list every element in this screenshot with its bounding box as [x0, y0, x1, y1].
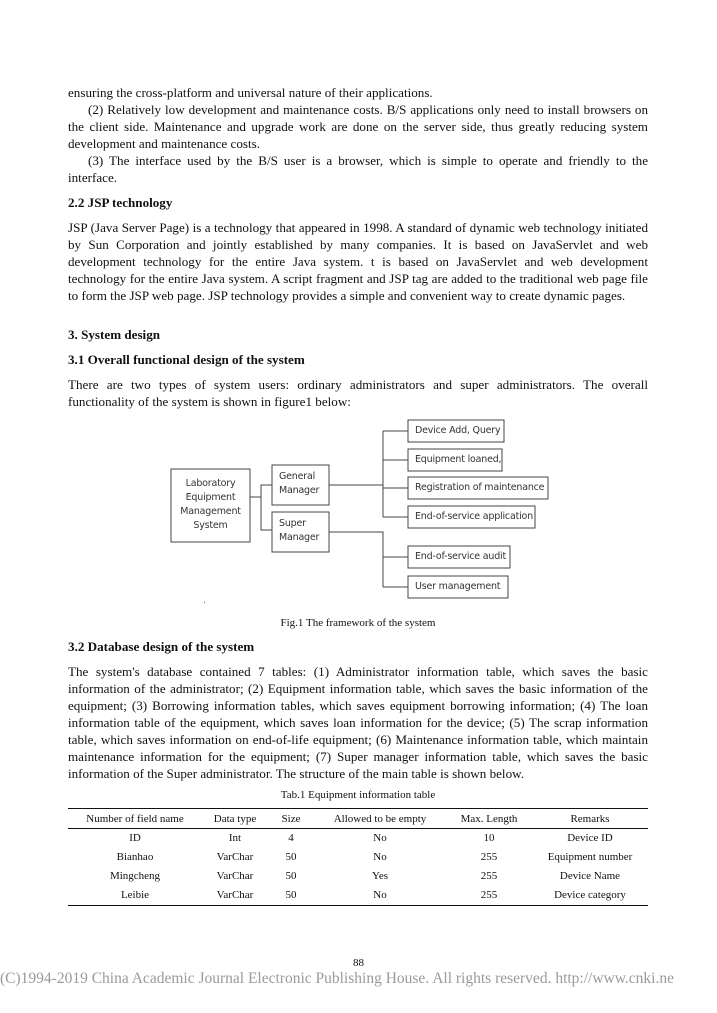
- table-cell: 255: [480, 851, 498, 863]
- super-connector: [329, 532, 408, 587]
- table-header: Max. Length: [446, 809, 532, 829]
- item-end-of-service-audit: End-of-service audit: [415, 551, 507, 562]
- table-cell: 255: [480, 889, 498, 901]
- copyright-watermark: (C)1994-2019 China Academic Journal Electronic Publishing House. All rights reserved. http://www.cnki.ne: [0, 970, 674, 987]
- table-cell: VarChar: [216, 870, 254, 882]
- table-cell: 50: [285, 889, 297, 901]
- table-cell: Bianhao: [116, 851, 154, 863]
- table-cell: ID: [129, 832, 141, 844]
- table-header: Remarks: [532, 809, 648, 829]
- root-connector: [250, 485, 272, 530]
- table-row: [68, 867, 648, 886]
- table-cell: No: [373, 851, 387, 863]
- table-header-row: [68, 809, 648, 829]
- paragraph-point-3: (3) The interface used by the B/S user is a browser, which is simple to operate and friendly to the interface.: [68, 153, 648, 185]
- paragraph-jsp: JSP (Java Server Page) is a technology that appeared in 1998. A standard of dynamic web technology initiated by Sun Corporation and jointly established by many companies. It is based on JavaServlet and web development technology for the entire Java system. t is based on JavaServlet and web development technology for the entire Java system. A script fragment and JSP tag are added to the traditional web page file to form the JSP web page. JSP technology provides a simple and convenient way to create dynamic pages.: [68, 220, 648, 303]
- section-heading-3-1: 3.1 Overall functional design of the system: [68, 352, 305, 367]
- table-cell: Mingcheng: [109, 870, 161, 882]
- table-cell: Device Name: [559, 870, 621, 882]
- table-cell: 10: [483, 832, 495, 844]
- table-cell: Yes: [371, 870, 388, 882]
- paragraph-point-2: (2) Relatively low development and maintenance costs. B/S applications only need to install browsers on the client side. Maintenance and upgrade work are done on the server side, thus greatly reducing system development and maintenance costs.: [68, 102, 648, 151]
- general-manager-label: General Manager: [279, 471, 320, 496]
- stray-tick-mark: ': [204, 600, 206, 609]
- table-cell: VarChar: [216, 851, 254, 863]
- table-cell: 50: [285, 851, 297, 863]
- item-end-of-service-application: End-of-service application: [415, 511, 533, 522]
- table-row: [68, 848, 648, 867]
- table-cell: Int: [228, 832, 242, 844]
- page-number: 88: [353, 957, 364, 969]
- figure-caption: Fig.1 The framework of the system: [280, 617, 436, 629]
- table-row: [68, 886, 648, 906]
- table-cell: 50: [285, 870, 297, 882]
- section-heading-3: 3. System design: [68, 327, 161, 342]
- item-device-add-query: Device Add, Query: [415, 425, 501, 436]
- root-label: Laboratory Equipment Management System: [180, 478, 241, 531]
- table-header: Size: [268, 809, 314, 829]
- item-registration-maintenance: Registration of maintenance: [415, 482, 545, 493]
- table-cell: No: [373, 889, 387, 901]
- table-cell: Equipment number: [547, 851, 633, 863]
- table-header: Data type: [202, 809, 268, 829]
- table-header: Number of field name: [68, 809, 202, 829]
- equipment-info-table: [68, 808, 648, 906]
- system-framework-diagram: [68, 418, 648, 614]
- super-manager-label: Super Manager: [279, 518, 320, 543]
- table-caption: Tab.1 Equipment information table: [280, 789, 436, 801]
- paragraph-users: There are two types of system users: ordinary administrators and super administrators. The overall functionality of the system is shown in figure1 below:: [68, 377, 648, 409]
- table-cell: 255: [480, 870, 498, 882]
- general-connector: [329, 431, 408, 517]
- table-row: [68, 829, 648, 849]
- item-user-management: User management: [415, 581, 501, 592]
- table-cell: No: [373, 832, 387, 844]
- paragraph-continuation: ensuring the cross-platform and universal nature of their applications.: [68, 85, 433, 100]
- table-cell: VarChar: [216, 889, 254, 901]
- table-header: Allowed to be empty: [314, 809, 446, 829]
- item-equipment-loaned: Equipment loaned,: [415, 454, 502, 465]
- table-cell: Device ID: [567, 832, 613, 844]
- table-cell: Leibie: [120, 889, 150, 901]
- diagram-svg: [68, 418, 648, 614]
- section-heading-2-2: 2.2 JSP technology: [68, 195, 173, 210]
- paragraph-database: The system's database contained 7 tables: (1) Administrator information table, which saves the basic information of the administrator; (2) Equipment information table, which saves the basic information of the equipment; (3) Borrowing information tables, which saves equipment borrowing information; (4) The loan information table of the equipment, which saves loan information for the device; (5) The scrap information table, which saves information on end-of-life equipment; (6) Maintenance information table, which maintain maintenance information for the equipment; (7) Super manager information table, which saves the basic information of the Super administrator. The structure of the main table is shown below.: [68, 664, 648, 781]
- section-heading-3-2: 3.2 Database design of the system: [68, 639, 255, 654]
- paper-page: [68, 84, 648, 906]
- table-cell: 4: [288, 832, 294, 844]
- table-cell: Device category: [554, 889, 626, 901]
